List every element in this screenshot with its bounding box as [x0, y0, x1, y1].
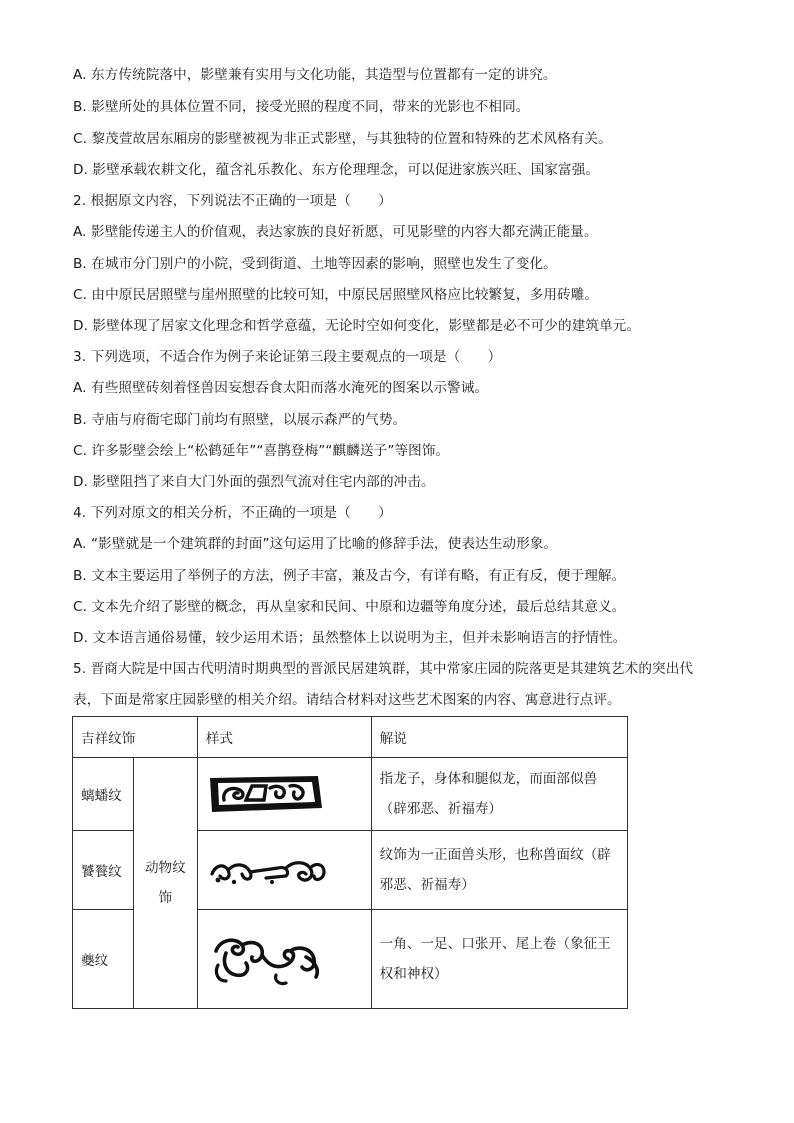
- option-line: D. 文本语言通俗易懂，较少运用术语；虽然整体上以说明为主，但并未影响语言的抒情性。: [73, 630, 627, 646]
- table-row: [73, 758, 628, 831]
- pattern-name-cell: 饕餮纹: [73, 831, 134, 910]
- option-line: D. 影壁阻挡了来自大门外面的强烈气流对住宅内部的冲击。: [73, 474, 435, 490]
- taotie-pattern-icon: [206, 848, 330, 892]
- description-text: 纹饰为一正面兽头形，也称兽面纹（辟邪恶、祈福寿）: [379, 847, 611, 893]
- option-line: D. 影壁承载农耕文化，蕴含礼乐教化、东方伦理理念，可以促进家族兴旺、国家富强。: [73, 162, 600, 178]
- option-line: A. 影壁能传递主人的价值观，表达家族的良好祈愿，可见影壁的内容大都充满正能量。: [73, 224, 598, 240]
- question-line: 3. 下列选项，不适合作为例子来论证第三段主要观点的一项是（ ）: [73, 349, 502, 365]
- description-cell: [371, 758, 627, 831]
- option-line: B. 影壁所处的具体位置不同，接受光照的程度不同，带来的光影也不相同。: [73, 99, 530, 115]
- pattern-image-cell: [197, 758, 371, 831]
- option-line: A. “影壁就是一个建筑群的封面”这句运用了比喻的修辞手法，使表达生动形象。: [73, 536, 558, 552]
- header-cell: 吉祥纹饰: [73, 717, 198, 758]
- description-cell: [371, 910, 627, 1009]
- pattern-name-cell: 螭蟠纹: [73, 758, 134, 831]
- category-cell: [133, 758, 197, 1009]
- kui-pattern-icon: [206, 931, 330, 987]
- option-line: B. 文本主要运用了举例子的方法，例子丰富，兼及古今，有详有略，有正有反，便于理解。: [73, 568, 626, 584]
- option-line: C. 由中原民居照壁与崖州照壁的比较可知，中原民居照壁风格应比较繁复，多用砖雕。: [73, 287, 599, 303]
- option-line: B. 寺庙与府衙宅邸门前均有照壁，以展示森严的气势。: [73, 412, 407, 428]
- question-line: 4. 下列对原文的相关分析，不正确的一项是（ ）: [73, 505, 392, 521]
- option-line: A. 东方传统院落中，影壁兼有实用与文化功能，其造型与位置都有一定的讲究。: [73, 67, 557, 83]
- option-line: C. 文本先介绍了影壁的概念，再从皇家和民间、中原和边疆等角度分述，最后总结其意义。: [73, 599, 626, 615]
- option-line: B. 在城市分门别户的小院，受到街道、土地等因素的影响，照壁也发生了变化。: [73, 256, 557, 272]
- header-cell: 解说: [371, 717, 627, 758]
- pattern-table: [72, 716, 628, 1009]
- option-line: D. 影壁体现了居家文化理念和哲学意蕴，无论时空如何变化，影壁都是必不可少的建筑单元。: [73, 318, 641, 334]
- question-line: 5. 晋商大院是中国古代明清时期典型的晋派民居建筑群，其中常家庄园的院落更是其建筑艺术的突出代: [73, 661, 694, 677]
- description-cell: [371, 831, 627, 910]
- question-line-continued: 表，下面是常家庄园影壁的相关介绍。请结合材料对这些艺术图案的内容、寓意进行点评。: [73, 692, 621, 708]
- chi-pan-pattern-icon: [206, 772, 326, 816]
- table-header-row: [73, 717, 628, 758]
- description-text: 指龙子，身体和腿似龙，而面部似兽（辟邪恶、祈福寿）: [379, 771, 598, 817]
- option-line: C. 许多影壁会绘上“松鹤延年”“喜鹊登梅”“麒麟送子”等图饰。: [73, 443, 450, 459]
- question-line: 2. 根据原文内容，下列说法不正确的一项是（ ）: [73, 193, 392, 209]
- pattern-image-cell: [197, 910, 371, 1009]
- option-line: C. 黎茂萱故居东厢房的影壁被视为非正式影壁，与其独特的位置和特殊的艺术风格有关。: [73, 131, 612, 147]
- pattern-image-cell: [197, 831, 371, 910]
- header-cell: 样式: [197, 717, 371, 758]
- option-line: A. 有些照壁砖刻着怪兽因妄想吞食太阳而落水淹死的图案以示警诫。: [73, 380, 489, 396]
- description-text: 一角、一足、口张开、尾上卷（象征王权和神权）: [379, 936, 611, 982]
- category-label: 动物纹饰: [144, 860, 186, 906]
- pattern-name-cell: 夔纹: [73, 910, 134, 1009]
